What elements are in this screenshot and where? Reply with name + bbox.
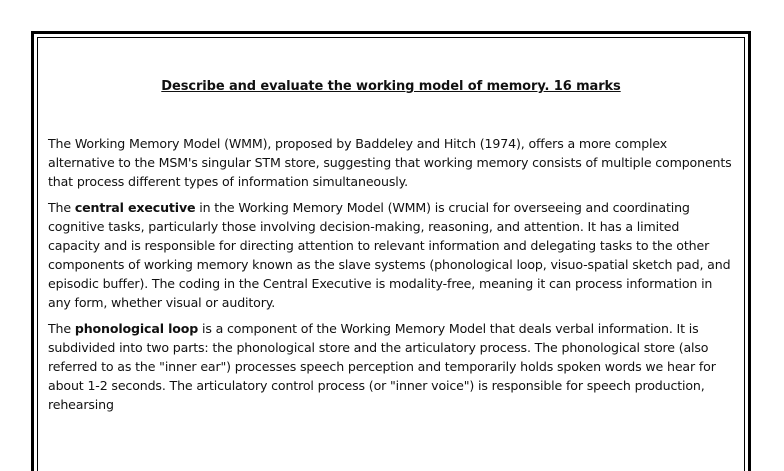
term-phonological-loop: phonological loop: [74, 321, 199, 336]
term-central-executive: central executive: [74, 200, 196, 215]
document-title: Describe and evaluate the working model of memory. 16 marks: [161, 79, 621, 94]
paragraph-phonological-loop: [48, 319, 734, 414]
paragraph-lead: The: [48, 200, 75, 215]
paragraph-intro: [48, 134, 734, 191]
document-body: [48, 76, 734, 421]
paragraph-phonological-loop-text: is a component of the Working Memory Model that deals verbal information. It is subdivided into two parts: the phonological store and the articulatory process. The phonological store (also referred to as the "inner ear") processes speech perception and temporarily holds spoken words we hear for about 1-2 seconds. The articulatory control process (or "inner voice") is responsible for speech production, rehearsing: [48, 321, 716, 412]
paragraph-intro-text: The Working Memory Model (WMM), proposed by Baddeley and Hitch (1974), offers a more complex alternative to the MSM's singular STM store, suggesting that working memory consists of multiple components that process different types of information simultaneously.: [48, 136, 732, 189]
paragraph-central-executive: [48, 198, 734, 312]
paragraph-central-executive-text: in the Working Memory Model (WMM) is crucial for overseeing and coordinating cognitive tasks, particularly those involving decision-making, reasoning, and attention. It has a limited capacity and is responsible for directing attention to relevant information and delegating tasks to the other components of working memory known as the slave systems (phonological loop, visuo-spatial sketch pad, and episodic buffer). The coding in the Central Executive is modality-free, meaning it can process information in any form, whether visual or auditory.: [48, 200, 731, 310]
paragraph-lead: The: [48, 321, 75, 336]
